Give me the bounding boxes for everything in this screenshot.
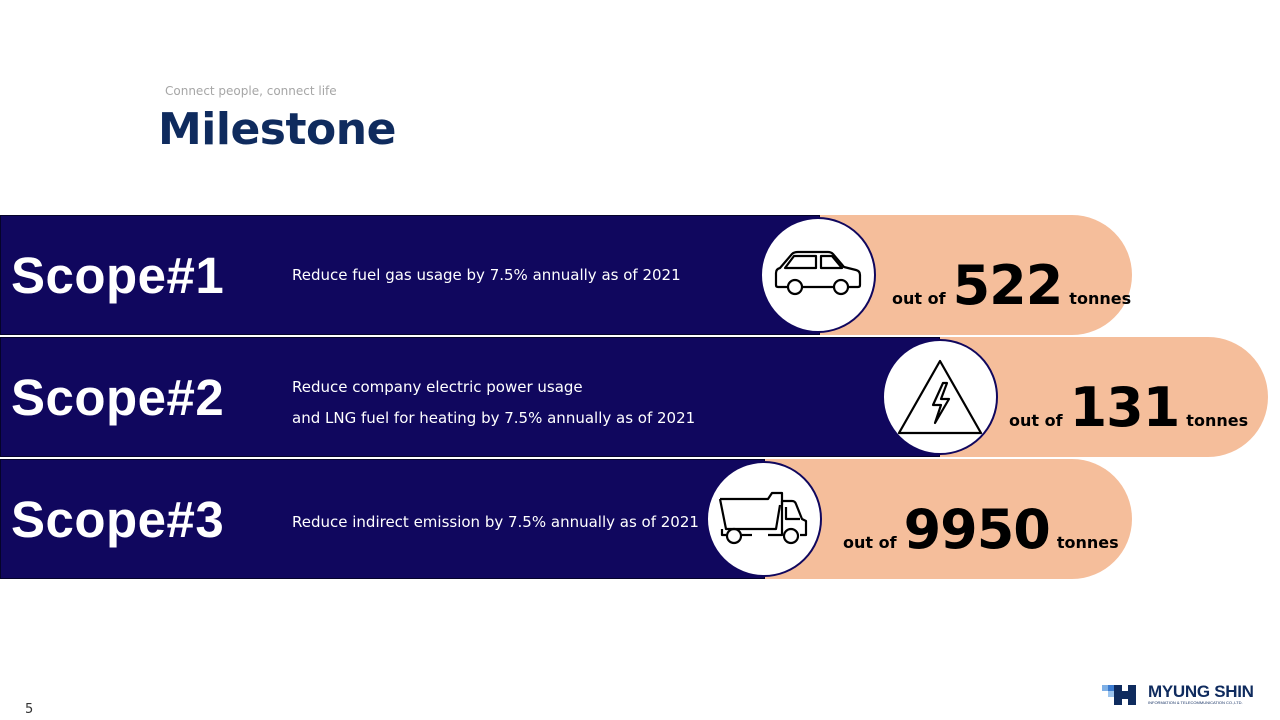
scope-1-band <box>0 215 820 335</box>
scope-1-stat-unit: tonnes <box>1069 289 1132 308</box>
scope-3-label: Scope#3 <box>11 491 225 548</box>
scope-2-stat <box>1009 376 1248 439</box>
dump-truck-icon <box>718 489 810 549</box>
logo-mark-icon <box>1102 683 1146 707</box>
scope-3-description <box>292 507 699 538</box>
scope-1-stat <box>892 254 1131 317</box>
scope-1-stat-prefix: out of <box>892 289 946 308</box>
tagline: Connect people, connect life <box>165 84 337 98</box>
scope-3-stat-unit: tonnes <box>1056 533 1119 552</box>
scope-3-description-line: Reduce indirect emission by 7.5% annually as of 2021 <box>292 513 699 531</box>
high-voltage-icon <box>895 357 985 437</box>
car-icon <box>772 249 864 301</box>
scope-2-description <box>292 372 695 434</box>
scope-2-icon-circle <box>882 339 998 455</box>
scope-2-stat-prefix: out of <box>1009 411 1063 430</box>
scope-1-description <box>292 260 681 291</box>
scope-3-stat-prefix: out of <box>843 533 897 552</box>
scope-1-description-line: Reduce fuel gas usage by 7.5% annually as of 2021 <box>292 266 681 284</box>
page-number: 5 <box>25 702 34 717</box>
scope-2-description-line-1: Reduce company electric power usage <box>292 378 583 396</box>
scope-2-stat-value: 131 <box>1069 376 1180 439</box>
scope-2-band <box>0 337 940 457</box>
scope-2-description-line-2: and LNG fuel for heating by 7.5% annually as of 2021 <box>292 409 696 427</box>
scope-1-label: Scope#1 <box>11 247 225 304</box>
logo-subtitle: INFORMATION & TELECOMMUNICATION CO.,LTD. <box>1148 700 1243 705</box>
logo-name: MYUNG SHIN <box>1148 682 1254 701</box>
scope-3-stat-value: 9950 <box>903 498 1050 561</box>
company-logo <box>1102 683 1254 707</box>
scope-2-label: Scope#2 <box>11 369 225 426</box>
scope-3-icon-circle <box>706 461 822 577</box>
scope-2-stat-unit: tonnes <box>1186 411 1249 430</box>
scope-1-icon-circle <box>760 217 876 333</box>
scope-1-stat-value: 522 <box>952 254 1063 317</box>
page-title: Milestone <box>158 104 396 155</box>
logo-text <box>1148 683 1254 706</box>
scope-3-band <box>0 459 765 579</box>
scope-3-stat <box>843 498 1119 561</box>
